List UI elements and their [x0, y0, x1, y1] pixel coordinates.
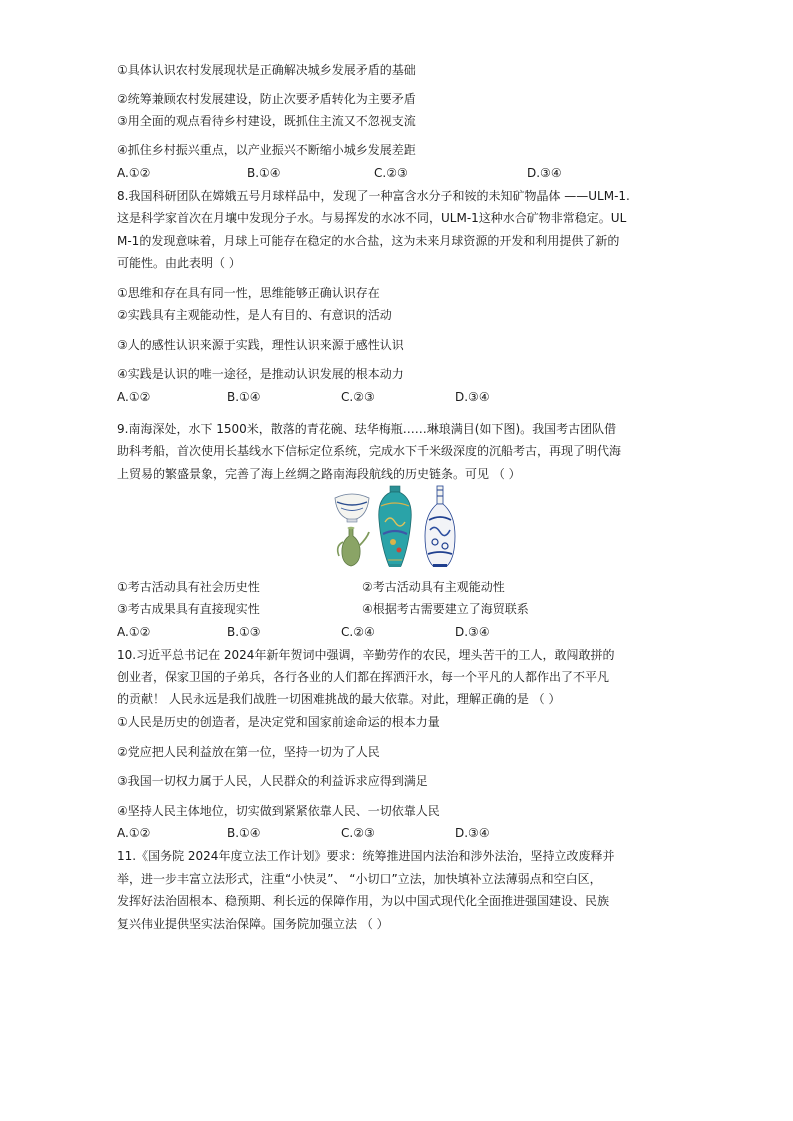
q11-stem-line-1: 11.《国务院 2024年度立法工作计划》要求：统筹推进国内法治和涉外法治，坚持立改废释并 — [117, 849, 615, 863]
q8-option-c[interactable]: C.②③ — [341, 390, 375, 404]
q9-option-c[interactable]: C.②④ — [341, 625, 375, 639]
q10-option-c[interactable]: C.②③ — [341, 826, 375, 840]
q7-statement-3: ③用全面的观点看待乡村建设，既抓住主流又不忽视支流 — [117, 114, 416, 128]
q7-option-c[interactable]: C.②③ — [374, 166, 408, 180]
q9-options — [117, 625, 677, 639]
blue-white-vase-icon — [425, 486, 455, 567]
q8-statement-2: ②实践具有主观能动性，是人有目的、有意识的活动 — [117, 308, 392, 322]
q9-statement-1: ①考古活动具有社会历史性 — [117, 580, 260, 594]
q8-statement-3: ③人的感性认识来源于实践，理性认识来源于感性认识 — [117, 338, 404, 352]
q10-options — [117, 826, 677, 840]
q7-statement-1: ①具体认识农村发展现状是正确解决城乡发展矛盾的基础 — [117, 63, 416, 77]
q10-statement-2: ②党应把人民利益放在第一位，坚持一切为了人民 — [117, 745, 380, 759]
q7-option-a[interactable]: A.①② — [117, 166, 151, 180]
q8-stem-line-4: 可能性。由此表明（ ） — [117, 256, 241, 270]
q10-option-b[interactable]: B.①④ — [227, 826, 261, 840]
q10-stem-line-3: 的贡献！ 人民永远是我们战胜一切困难挑战的最大依靠。对此，理解正确的是 （ ） — [117, 692, 561, 706]
q8-stem-line-3: M-1的发现意味着，月球上可能存在稳定的水合盐，这为未来月球资源的开发和利用提供了新的 — [117, 234, 620, 248]
q7-statement-2: ②统筹兼顾农村发展建设，防止次要矛盾转化为主要矛盾 — [117, 92, 416, 106]
q8-option-d[interactable]: D.③④ — [455, 390, 490, 404]
fahua-meiping-vase-icon — [379, 486, 412, 567]
q7-options — [117, 166, 677, 180]
q11-stem-line-4: 复兴伟业提供坚实法治保障。国务院加强立法 （ ） — [117, 917, 389, 931]
q9-stem-line-2: 助科考船，首次使用长基线水下信标定位系统，完成水下千米级深度的沉船考古，再现了明代海 — [117, 444, 622, 458]
q11-stem-line-3: 发挥好法治固根本、稳预期、利长远的保障作用，为以中国式现代化全面推进强国建设、民族 — [117, 894, 610, 908]
q10-statement-3: ③我国一切权力属于人民，人民群众的利益诉求应得到满足 — [117, 774, 428, 788]
q10-option-a[interactable]: A.①② — [117, 826, 151, 840]
q8-option-b[interactable]: B.①④ — [227, 390, 261, 404]
q7-option-d[interactable]: D.③④ — [527, 166, 562, 180]
porcelain-illustration — [333, 484, 463, 572]
q9-statement-3: ③考古成果具有直接现实性 — [117, 602, 260, 616]
q9-stem-line-3: 上贸易的繁盛景象，完善了海上丝绸之路南海段航线的历史链条。可见 （ ） — [117, 467, 521, 481]
q7-statement-4: ④抓住乡村振兴重点，以产业振兴不断缩小城乡发展差距 — [117, 143, 416, 157]
q10-option-d[interactable]: D.③④ — [455, 826, 490, 840]
porcelain-figure — [333, 484, 463, 572]
q8-statement-4: ④实践是认识的唯一途径，是推动认识发展的根本动力 — [117, 367, 404, 381]
q10-stem-line-1: 10.习近平总书记在 2024年新年贺词中强调，辛勤劳作的农民，埋头苦干的工人，敢闯敢拼的 — [117, 648, 615, 662]
q8-options — [117, 390, 677, 404]
q8-statement-1: ①思维和存在具有同一性，思维能够正确认识存在 — [117, 286, 380, 300]
q9-statement-2: ②考古活动具有主观能动性 — [362, 580, 505, 594]
q9-statement-4: ④根据考古需要建立了海贸联系 — [362, 602, 529, 616]
q8-stem-line-1: 8.我国科研团队在嫦娥五号月球样品中，发现了一种富含水分子和铵的未知矿物晶体 ——ULM-1. — [117, 189, 630, 203]
q10-statement-1: ①人民是历史的创造者，是决定党和国家前途命运的根本力量 — [117, 715, 440, 729]
q11-stem-line-2: 举，进一步丰富立法形式，注重“小快灵”、 “小切口”立法，加快填补立法薄弱点和空白区， — [117, 872, 602, 886]
porcelain-bowl-icon — [335, 494, 369, 522]
q7-option-b[interactable]: B.①④ — [247, 166, 281, 180]
q8-stem-line-2: 这是科学家首次在月壤中发现分子水。与易挥发的水冰不同，ULM-1这种水合矿物非常稳定。UL — [117, 211, 627, 225]
q9-option-a[interactable]: A.①② — [117, 625, 151, 639]
celadon-ewer-icon — [338, 527, 369, 566]
q9-option-d[interactable]: D.③④ — [455, 625, 490, 639]
q8-option-a[interactable]: A.①② — [117, 390, 151, 404]
q9-stem-line-1: 9.南海深处，水下 1500米，散落的青花碗、珐华梅瓶……琳琅满目(如下图)。我国考古团队借 — [117, 422, 617, 436]
q10-stem-line-2: 创业者，保家卫国的子弟兵，各行各业的人们都在挥洒汗水，每一个平凡的人都作出了不平凡 — [117, 670, 610, 684]
q10-statement-4: ④坚持人民主体地位，切实做到紧紧依靠人民、一切依靠人民 — [117, 804, 440, 818]
q9-option-b[interactable]: B.①③ — [227, 625, 261, 639]
